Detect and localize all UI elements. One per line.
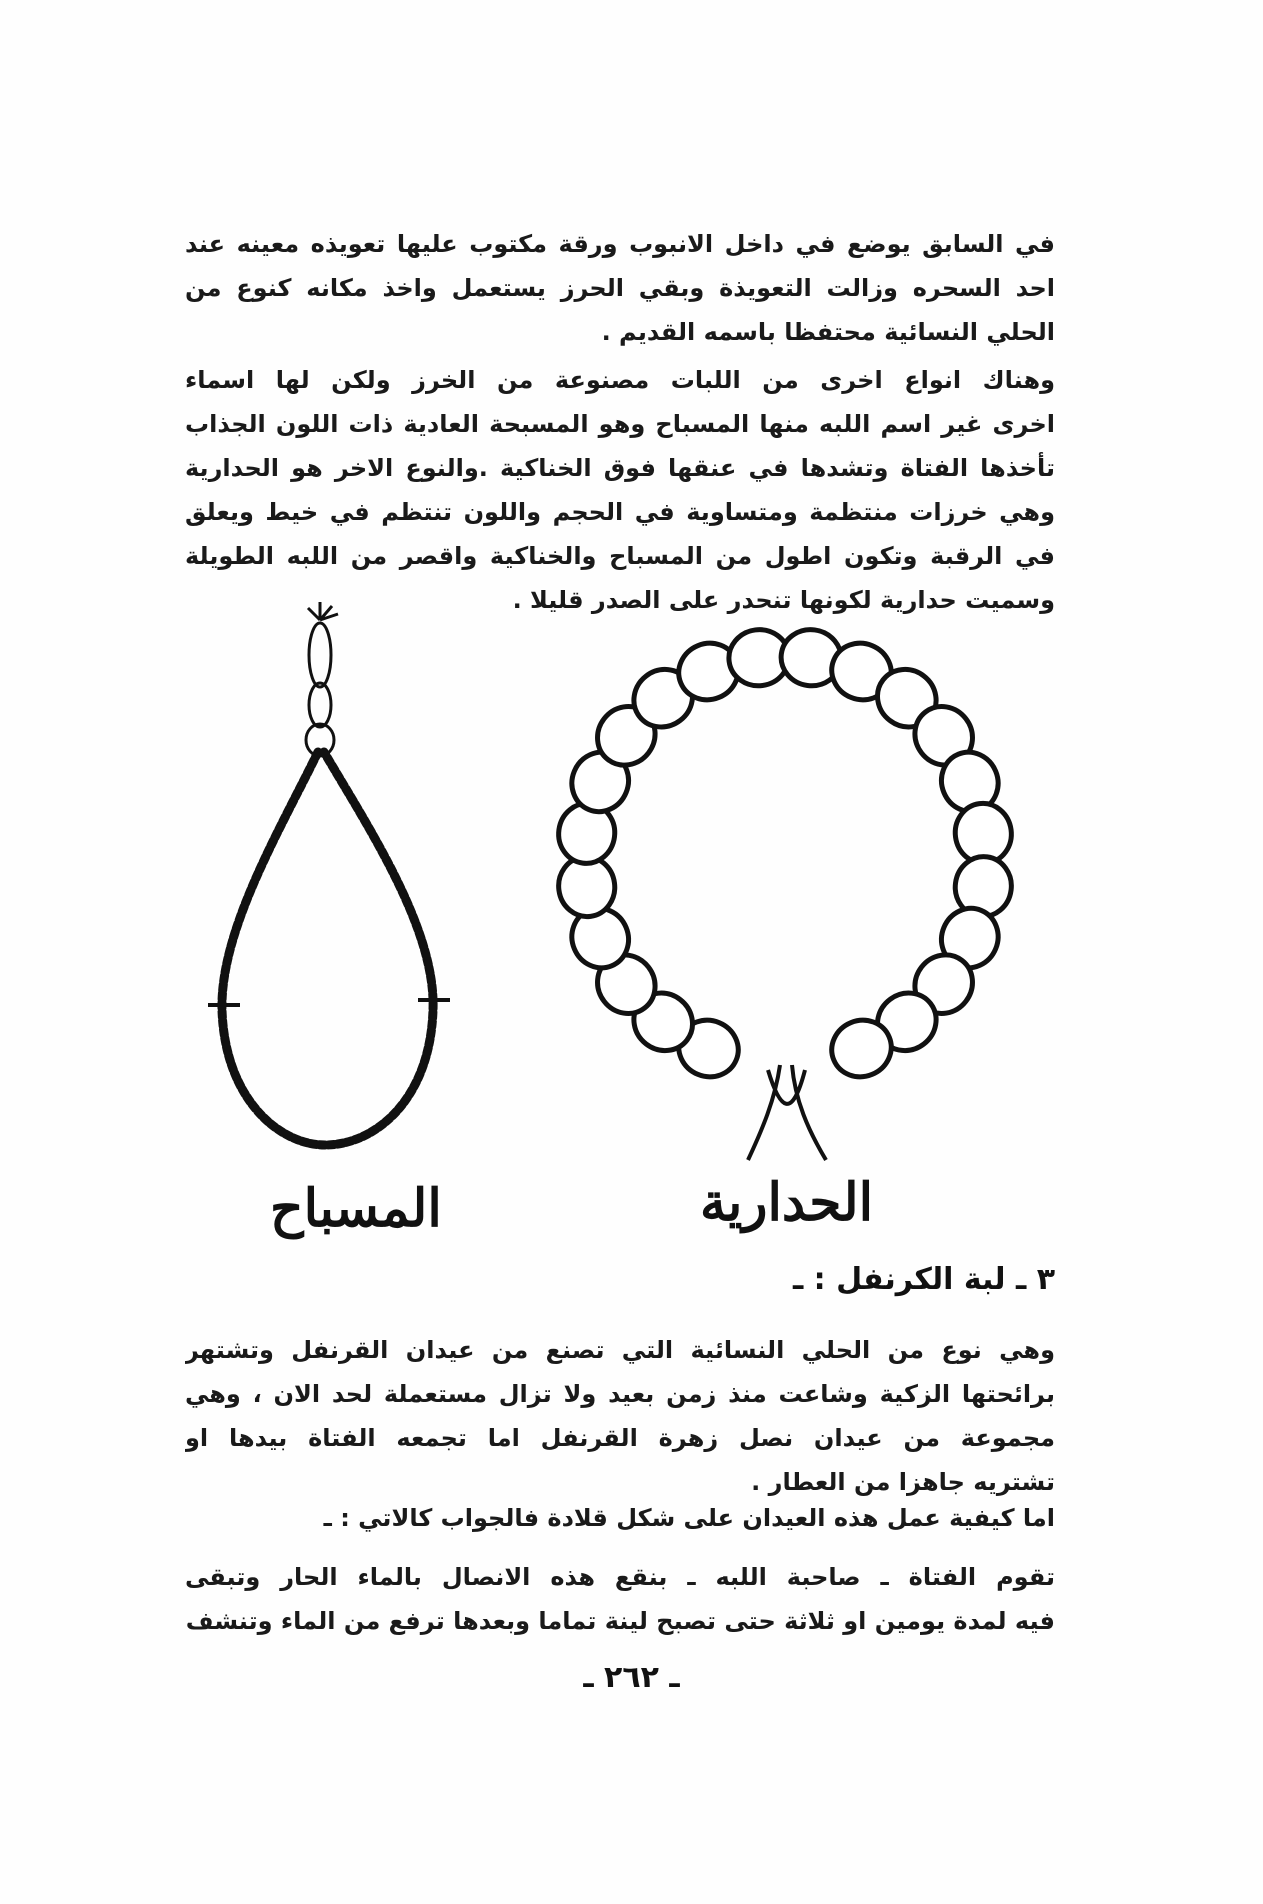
text-line: وسميت حدارية لكونها تنحدر على الصدر قليلا . xyxy=(512,586,1055,614)
text-line: فيه لمدة يومين او ثلاثة حتى تصبح لينة تماما وبعدها ترفع من الماء وتنشف xyxy=(185,1607,1055,1635)
section-heading: ٣ ـ لبة الكرنفل : ـ xyxy=(792,1262,1055,1297)
paragraph-3 xyxy=(185,1328,1055,1504)
text-line: وهناك انواع اخرى من اللبات مصنوعة من الخرز ولكن لها اسماء xyxy=(185,366,1055,394)
text-line: اما كيفية عمل هذه العيدان على شكل قلادة فالجواب كالاتي : ـ xyxy=(323,1504,1055,1532)
text-line: وهي خرزات منتظمة ومتساوية في الحجم واللون تنتظم في خيط ويعلق xyxy=(185,498,1055,526)
text-line: تشتريه جاهزا من العطار . xyxy=(751,1468,1055,1496)
text-line: برائحتها الزكية وشاعت منذ زمن بعيد ولا تزال مستعملة لحد الان ، وهي xyxy=(185,1380,1055,1408)
paragraph-5 xyxy=(185,1555,1055,1643)
paragraph-4 xyxy=(185,1496,1055,1540)
text-line: وهي نوع من الحلي النسائية التي تصنع من عيدان القرنفل وتشتهر xyxy=(185,1336,1055,1364)
text-line: في السابق يوضع في داخل الانبوب ورقة مكتوب عليها تعويذه معينه عند xyxy=(185,230,1055,258)
misbah-illustration xyxy=(200,600,480,1160)
paragraph-2 xyxy=(185,358,1055,622)
paragraph-1 xyxy=(185,222,1055,354)
text-line: تأخذها الفتاة وتشدها في عنقها فوق الخناكية .والنوع الاخر هو الحدارية xyxy=(185,454,1055,482)
text-line: في الرقبة وتكون اطول من المسباح والخناكية واقصر من اللبه الطويلة xyxy=(185,542,1055,570)
text-line: مجموعة من عيدان نصل زهرة القرنفل اما تجمعه الفتاة بيدها او xyxy=(185,1424,1055,1452)
page-number: ـ ٢٦٢ ـ xyxy=(583,1660,680,1695)
hadariya-illustration xyxy=(530,600,1070,1180)
text-line: تقوم الفتاة ـ صاحبة اللبه ـ بنقع هذه الانصال بالماء الحار وتبقى xyxy=(185,1563,1055,1591)
text-line: احد السحره وزالت التعويذة وبقي الحرز يستعمل واخذ مكانه كنوع من xyxy=(185,274,1055,302)
text-line: الحلي النسائية محتفظا باسمه القديم . xyxy=(601,318,1055,346)
hadariya-label: الحدارية xyxy=(700,1172,874,1233)
misbah-label: المسباح xyxy=(270,1178,442,1239)
text-line: اخرى غير اسم اللبه منها المسباح وهو المسبحة العادية ذات اللون الجذاب xyxy=(185,410,1055,438)
